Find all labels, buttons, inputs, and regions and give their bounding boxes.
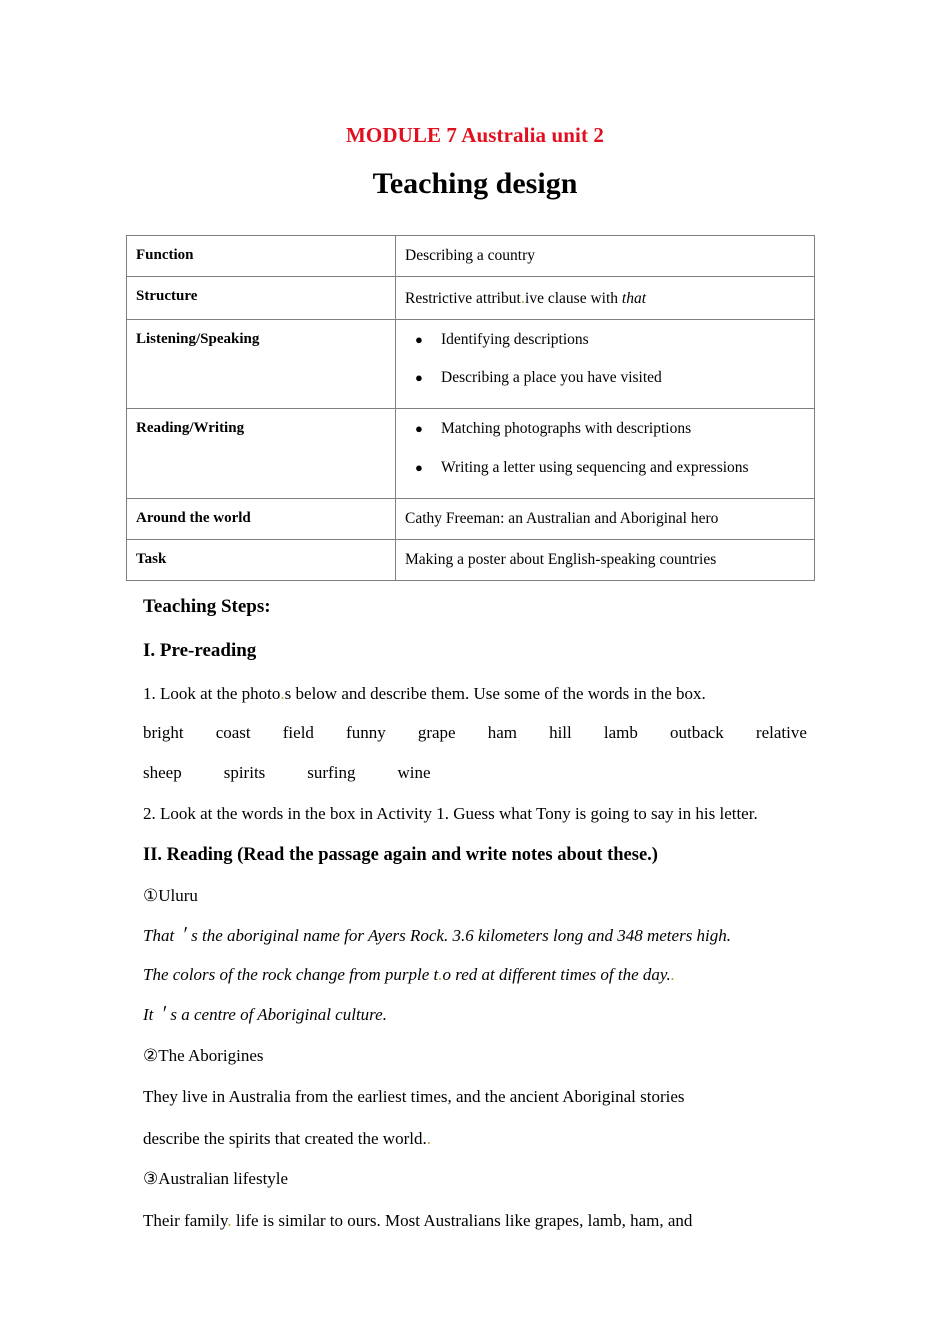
section-heading-reading: II. Reading (Read the passage again and write notes about these.) — [143, 844, 658, 865]
bullet-icon: ● — [415, 459, 423, 475]
note-item-2-label: ②The Aborigines — [143, 1045, 264, 1065]
table-row — [127, 409, 815, 498]
activity-1-suffix: s below and describe them. Use some of the words in the box. — [284, 683, 706, 703]
note-item-3-label: ③Australian lifestyle — [143, 1169, 289, 1189]
word-box-word: surfing — [307, 762, 356, 782]
list-item-label: Matching photographs with descriptions — [441, 420, 692, 438]
note-item-2-line-2-text: describe the spirits that created the world. — [143, 1128, 427, 1148]
word-box-word: field — [282, 723, 314, 743]
table-cell-key: Around the world — [127, 498, 396, 539]
table-cell-value: Making a poster about English-speaking countries — [396, 539, 815, 580]
table-cell-key: Listening/Speaking — [127, 320, 396, 409]
list-item — [405, 328, 806, 352]
word-box-word: coast — [215, 723, 251, 743]
note-item-1-line-1: That＇s the aboriginal name for Ayers Rock. 3.6 kilometers long and 348 meters high. — [143, 925, 732, 945]
table-cell-key: Structure — [127, 277, 396, 320]
word-box-word: lamb — [603, 723, 638, 743]
table-row — [127, 236, 815, 277]
list-item — [405, 366, 806, 390]
spellcheck-mark: . — [426, 1128, 431, 1148]
table-row — [127, 320, 815, 409]
structure-text-prefix: Restrictive attribut — [405, 290, 521, 308]
word-box-word: spirits — [223, 762, 266, 782]
word-box-row-1 — [143, 707, 807, 747]
lesson-plan-table — [126, 235, 815, 580]
list-item-label: Describing a place you have visited — [441, 369, 662, 387]
note-item-1-label: ①Uluru — [143, 886, 198, 906]
table-cell-value — [396, 277, 815, 320]
spellcheck-mark: . — [280, 683, 285, 703]
word-box-word: grape — [417, 723, 456, 743]
note-item-1-line-2 — [143, 949, 807, 989]
table-cell-key: Task — [127, 539, 396, 580]
module-title: MODULE 7 Australia unit 2 — [345, 123, 605, 147]
word-box-row-2 — [143, 747, 807, 787]
table-row — [127, 277, 815, 320]
word-box-word: outback — [669, 723, 724, 743]
list-item-label: Identifying descriptions — [441, 331, 589, 349]
note-item-1-line-2-b: o red at different times of the day. — [442, 965, 671, 985]
list-item-label: Writing a letter using sequencing and expressions — [441, 458, 749, 476]
note-item-1-line-3: It＇s a centre of Aboriginal culture. — [143, 1005, 387, 1025]
bullet-icon: ● — [415, 370, 423, 386]
page-title: Teaching design — [372, 167, 578, 201]
table-cell-key: Reading/Writing — [127, 409, 396, 498]
note-item-2-line-2 — [143, 1111, 807, 1153]
note-item-2-line-1: They live in Australia from the earliest times, and the ancient Aboriginal stories — [143, 1087, 685, 1107]
table-cell-value — [396, 320, 815, 409]
list-item — [405, 417, 806, 441]
table-cell-value — [396, 409, 815, 498]
note-item-3-suffix: life is similar to ours. Most Australians like grapes, lamb, ham, and — [231, 1210, 693, 1230]
table-cell-key: Function — [127, 236, 396, 277]
activity-1-text — [143, 666, 807, 708]
spellcheck-mark: . — [438, 965, 443, 985]
bullet-icon: ● — [415, 332, 423, 348]
note-item-3-line-1 — [143, 1193, 807, 1235]
word-box-word: bright — [143, 723, 184, 743]
activity-2-text: 2. Look at the words in the box in Activity 1. Guess what Tony is going to say in his letter. — [143, 804, 758, 824]
bullet-icon: ● — [415, 421, 423, 437]
body-content — [0, 581, 950, 1235]
activity-1-prefix: 1. Look at the photo — [143, 683, 281, 703]
lesson-plan-table-wrapper — [0, 200, 950, 580]
word-box-word: wine — [397, 762, 431, 782]
section-heading-pre-reading: I. Pre-reading — [143, 640, 257, 662]
word-box-word: relative — [755, 723, 807, 743]
list-item — [405, 456, 806, 480]
spellcheck-mark: . — [227, 1210, 232, 1230]
note-item-1-line-2-a: The colors of the rock change from purple t — [143, 965, 439, 985]
table-row — [127, 498, 815, 539]
table-cell-value: Cathy Freeman: an Australian and Aboriginal hero — [396, 498, 815, 539]
word-box-word: funny — [346, 723, 386, 743]
word-box-word: ham — [487, 723, 517, 743]
word-box-word: hill — [549, 723, 572, 743]
table-row — [127, 539, 815, 580]
spellcheck-mark: . — [520, 288, 526, 308]
note-item-3-prefix: Their family — [143, 1210, 228, 1230]
word-box-word: sheep — [143, 762, 182, 782]
teaching-steps-heading: Teaching Steps: — [143, 595, 271, 617]
structure-text-italic: that — [621, 290, 647, 308]
table-cell-value: Describing a country — [396, 236, 815, 277]
structure-text-mid: ive clause with — [525, 290, 622, 308]
spellcheck-mark: . — [670, 965, 675, 985]
